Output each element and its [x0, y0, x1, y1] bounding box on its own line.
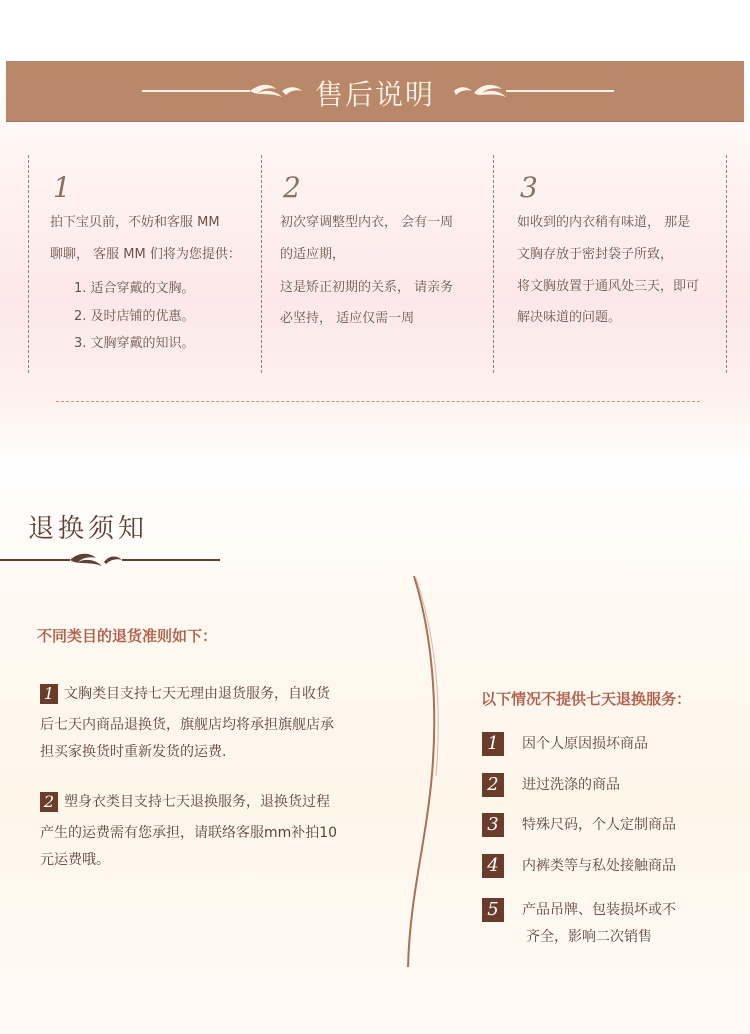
exclusion-item	[482, 898, 676, 945]
column-1	[50, 155, 260, 375]
column-number: 3	[520, 171, 538, 204]
returns-title: 退换须知	[28, 514, 149, 544]
exclusion-text: 特殊尺码，个人定制商品	[522, 817, 676, 833]
column-number: 2	[283, 171, 301, 204]
rule-1-line-2: 后七天内商品退换货，旗舰店均将承担旗舰店承	[40, 717, 334, 733]
rule-1-line-1	[40, 683, 330, 704]
rule-1-line-3: 担买家换货时重新发货的运费.	[40, 744, 227, 760]
column-text: 初次穿调整型内衣， 会有一周	[280, 215, 454, 230]
section-divider	[56, 401, 700, 402]
rule-text: 塑身衣类目支持七天退换服务，退换货过程	[64, 794, 330, 810]
exclusion-text: 进过洗涤的商品	[522, 777, 620, 793]
column-text: 解决味道的问题。	[517, 310, 622, 325]
exclusion-text: 内裤类等与私处接触商品	[522, 858, 676, 874]
column-text: 必坚持， 适应仅需一周	[280, 311, 415, 326]
number-badge: 3	[482, 813, 504, 837]
header-banner	[6, 61, 744, 121]
column-3	[517, 155, 722, 375]
column-text: 将文胸放置于通风处三天，即可	[517, 279, 700, 294]
number-badge: 2	[482, 773, 504, 797]
column-text: 聊聊， 客服 MM 们将为您提供：	[50, 247, 241, 262]
right-flourish-icon	[444, 81, 614, 101]
rule-2-line-2: 产生的运费需有您承担，请联络客服mm补拍10	[40, 825, 338, 841]
column-text: 2. 及时店铺的优惠。	[74, 309, 195, 324]
divider-curve	[392, 574, 452, 969]
column-text: 如收到的内衣稍有味道， 那是	[517, 215, 691, 230]
column-divider	[493, 155, 494, 373]
number-badge: 4	[482, 854, 504, 878]
column-text: 这是矫正初期的关系， 请亲务	[280, 280, 454, 295]
column-text: 文胸存放于密封袋子所致，	[517, 247, 674, 262]
column-divider	[261, 155, 262, 373]
exclusion-text: 产品吊牌、包装损坏或不	[522, 902, 676, 918]
page-title: 售后说明	[314, 78, 435, 111]
exclusion-item	[482, 854, 676, 878]
number-badge: 1	[482, 732, 504, 756]
exclusion-item	[482, 732, 648, 756]
number-badge: 5	[482, 898, 504, 922]
column-2	[280, 155, 490, 375]
number-badge: 2	[40, 792, 58, 812]
column-number: 1	[53, 171, 71, 204]
exclusion-item	[482, 773, 620, 797]
number-badge: 1	[40, 684, 58, 704]
right-heading: 以下情况不提供七天退换服务：	[481, 690, 692, 708]
exclusion-text: 因个人原因损坏商品	[522, 736, 648, 752]
column-text: 3. 文胸穿戴的知识。	[74, 336, 195, 351]
column-text: 拍下宝贝前，不妨和客服 MM	[50, 215, 220, 230]
column-divider	[28, 155, 29, 373]
rule-text: 文胸类目支持七天无理由退货服务，自收货	[64, 686, 330, 702]
rule-2-line-3: 元运费哦。	[40, 852, 110, 868]
left-heading: 不同类目的退货准则如下：	[37, 627, 218, 645]
title-flourish-icon	[0, 550, 220, 570]
exclusion-text: 齐全，影响二次销售	[526, 929, 652, 945]
exclusion-item	[482, 813, 676, 837]
column-text: 的适应期，	[280, 247, 346, 262]
column-text: 1. 适合穿戴的文胸。	[74, 281, 195, 296]
rule-2-line-1	[40, 791, 330, 812]
column-divider	[726, 155, 727, 373]
